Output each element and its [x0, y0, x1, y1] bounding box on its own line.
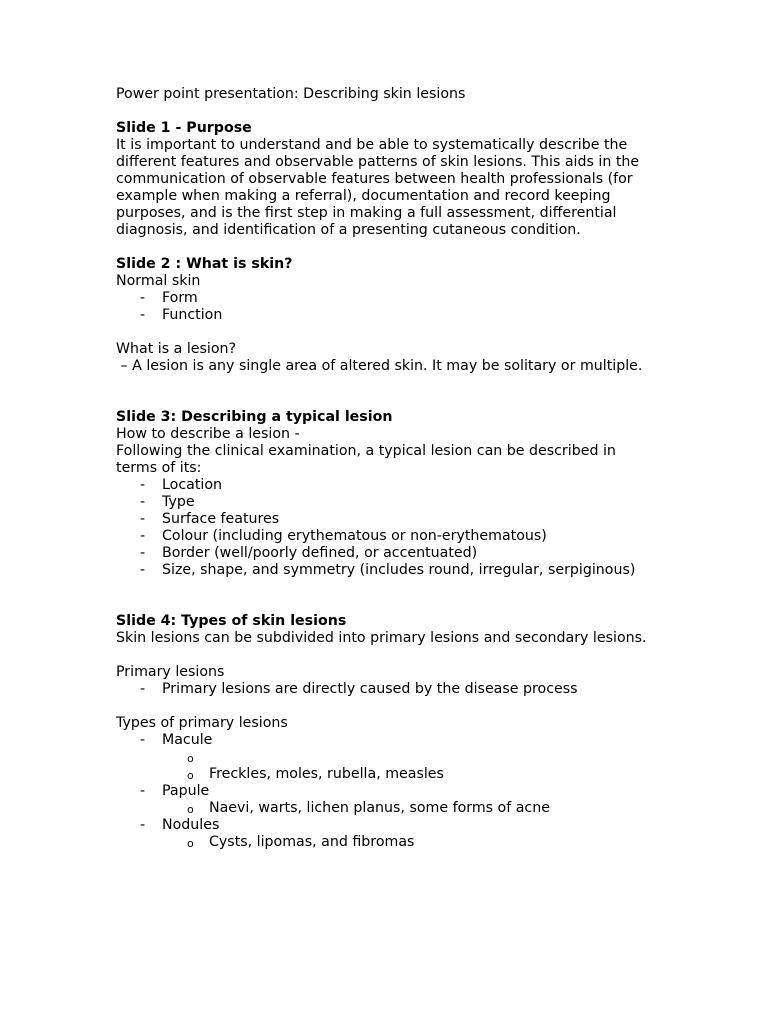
spacer: [116, 698, 656, 715]
sub-list-item-text: Naevi, warts, lichen planus, some forms of acne: [209, 800, 550, 816]
slide-1-body: It is important to understand and be able to systematically describe the different features and observable patterns of skin lesions. This aids in the communication of observable features between health professionals (for example when making a referral), documentation and record keeping purposes, and is the first step in making a full assessment, differential diagnosis, and identification of a presenting cutaneous condition.: [116, 137, 640, 238]
dash-marker: -: [140, 290, 146, 306]
sub-list-item: [116, 749, 656, 766]
list-item-text: Macule: [162, 732, 213, 748]
primary-lesions-list: [116, 681, 656, 698]
dash-marker: -: [140, 562, 146, 578]
list-item-text: Nodules: [162, 817, 220, 833]
slide-2-list: [116, 290, 656, 324]
slide-4-heading: Slide 4: Types of skin lesions: [116, 613, 347, 629]
dash-marker: -: [140, 817, 146, 833]
document-title: Power point presentation: Describing skin lesions: [116, 86, 466, 102]
list-item-text: Location: [162, 477, 223, 493]
macule-sublist: [162, 749, 656, 783]
spacer: [116, 239, 656, 256]
slide-1-section: [116, 120, 656, 239]
circle-marker: o: [187, 837, 194, 850]
spacer: [116, 579, 656, 613]
nodules-sublist: [162, 834, 656, 851]
types-list: [116, 732, 656, 851]
list-item-text: Type: [162, 494, 195, 510]
list-item: [116, 511, 656, 528]
dash-marker: -: [140, 681, 146, 697]
list-item: [116, 681, 656, 698]
slide-3-heading: Slide 3: Describing a typical lesion: [116, 409, 393, 425]
slide-3-line-2: Following the clinical examination, a typical lesion can be described in terms of its:: [116, 443, 616, 476]
list-item: [116, 562, 656, 579]
list-item-text: Papule: [162, 783, 210, 799]
spacer: [116, 103, 656, 120]
list-item: [116, 545, 656, 562]
spacer: [116, 647, 656, 664]
list-item-nodules: [116, 817, 656, 851]
list-item-text: Function: [162, 307, 223, 323]
spacer: [116, 375, 656, 409]
list-item: [116, 307, 656, 324]
list-item-papule: [116, 783, 656, 817]
spacer: [116, 324, 656, 341]
list-item: [116, 477, 656, 494]
dash-marker: -: [140, 732, 146, 748]
list-item-text: Primary lesions are directly caused by the disease process: [162, 681, 578, 697]
dash-marker: -: [140, 545, 146, 561]
slide-3-line-1: How to describe a lesion -: [116, 426, 300, 442]
list-item-text: Size, shape, and symmetry (includes round, irregular, serpiginous): [162, 562, 636, 578]
slide-3-section: [116, 409, 656, 579]
slide-2-section: [116, 256, 656, 375]
list-item: [116, 528, 656, 545]
list-item-text: Form: [162, 290, 198, 306]
slide-3-list: [116, 477, 656, 579]
lesion-answer: – A lesion is any single area of altered skin. It may be solitary or multiple.: [116, 358, 643, 374]
list-item-macule: [116, 732, 656, 783]
sub-list-item-text: Freckles, moles, rubella, measles: [209, 766, 444, 782]
sub-list-item: [116, 800, 656, 817]
slide-4-intro: Skin lesions can be subdivided into primary lesions and secondary lesions.: [116, 630, 647, 646]
list-item-text: Surface features: [162, 511, 280, 527]
dash-marker: -: [140, 477, 146, 493]
dash-marker: -: [140, 528, 146, 544]
dash-marker: -: [140, 511, 146, 527]
sub-list-item: [116, 834, 656, 851]
sub-list-item-text: [209, 749, 656, 766]
circle-marker: o: [187, 752, 194, 765]
primary-lesions-label: Primary lesions: [116, 664, 225, 680]
list-item-text: Border (well/poorly defined, or accentuated): [162, 545, 478, 561]
slide-1-heading: Slide 1 - Purpose: [116, 120, 252, 136]
circle-marker: o: [187, 803, 194, 816]
slide-2-subheading: Normal skin: [116, 273, 201, 289]
list-item: [116, 494, 656, 511]
dash-marker: -: [140, 783, 146, 799]
list-item: [116, 290, 656, 307]
dash-marker: -: [140, 494, 146, 510]
circle-marker: o: [187, 769, 194, 782]
list-item-text: Colour (including erythematous or non-erythematous): [162, 528, 547, 544]
document-page: [116, 86, 656, 851]
lesion-question: What is a lesion?: [116, 341, 237, 357]
papule-sublist: [162, 800, 656, 817]
slide-4-section: [116, 613, 656, 851]
slide-2-heading: Slide 2 : What is skin?: [116, 256, 293, 272]
types-label: Types of primary lesions: [116, 715, 288, 731]
dash-marker: -: [140, 307, 146, 323]
sub-list-item: [116, 766, 656, 783]
sub-list-item-text: Cysts, lipomas, and fibromas: [209, 834, 415, 850]
